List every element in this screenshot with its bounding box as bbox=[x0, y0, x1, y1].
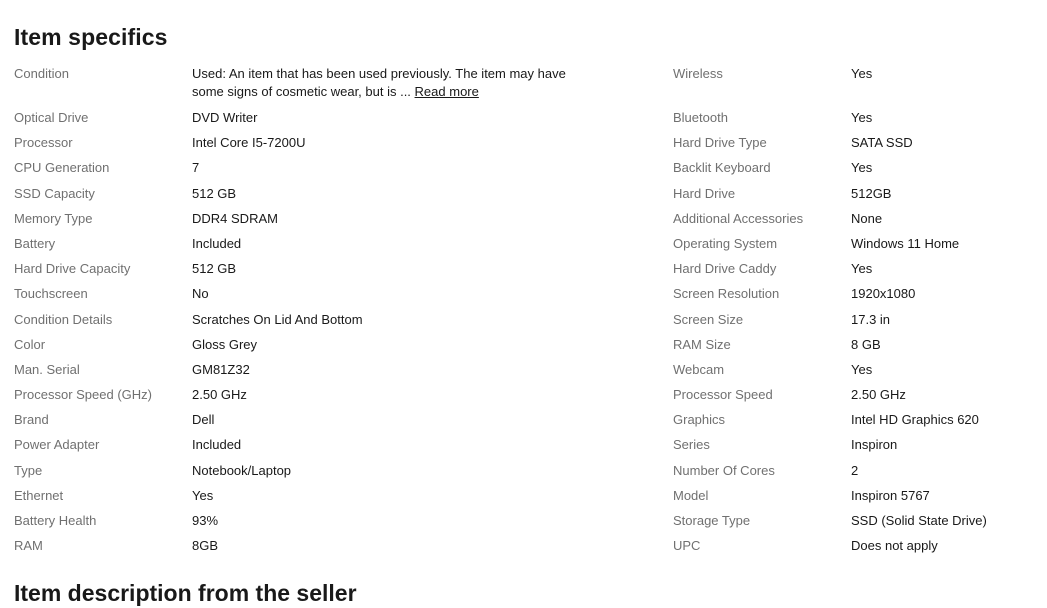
spec-value: Yes bbox=[851, 160, 873, 176]
spec-row bbox=[14, 336, 614, 361]
spec-row bbox=[14, 235, 614, 260]
spec-row bbox=[673, 109, 1033, 134]
spec-row bbox=[14, 260, 614, 285]
section-title: Item specifics bbox=[14, 24, 168, 50]
spec-value: Included bbox=[192, 437, 242, 453]
spec-label: Touchscreen bbox=[14, 286, 88, 302]
spec-label: Storage Type bbox=[673, 513, 751, 528]
spec-label: Type bbox=[14, 462, 43, 478]
spec-row bbox=[14, 361, 614, 386]
spec-value: 512GB bbox=[851, 185, 892, 201]
spec-label: Screen Resolution bbox=[673, 286, 780, 302]
spec-label: Processor Speed (GHz) bbox=[14, 387, 152, 403]
spec-value: Included bbox=[192, 235, 242, 251]
spec-label: Battery Health bbox=[14, 513, 97, 528]
spec-value: SSD (Solid State Drive) bbox=[851, 513, 987, 528]
spec-value: Gloss Grey bbox=[192, 336, 258, 352]
spec-label: Operating System bbox=[673, 235, 778, 251]
spec-label: RAM Size bbox=[673, 336, 731, 352]
spec-label: Hard Drive Type bbox=[673, 135, 767, 151]
spec-label: Optical Drive bbox=[14, 110, 89, 125]
spec-label: UPC bbox=[673, 538, 701, 554]
specifics-left-column bbox=[14, 65, 614, 562]
spec-row bbox=[673, 411, 1033, 436]
spec-row bbox=[14, 411, 614, 436]
spec-row-condition bbox=[14, 65, 614, 109]
spec-row bbox=[14, 386, 614, 411]
spec-label: Man. Serial bbox=[14, 361, 80, 377]
spec-label: Hard Drive Caddy bbox=[673, 261, 777, 277]
spec-value: 93% bbox=[192, 513, 219, 528]
spec-label: Battery bbox=[14, 235, 56, 251]
spec-row bbox=[673, 235, 1033, 260]
spec-value: 8 GB bbox=[851, 336, 881, 352]
spec-value: Intel HD Graphics 620 bbox=[851, 412, 979, 428]
spec-row bbox=[673, 386, 1033, 411]
spec-row bbox=[14, 159, 614, 184]
spec-label: Processor bbox=[14, 135, 73, 151]
spec-value: GM81Z32 bbox=[192, 361, 250, 377]
spec-value: Inspiron 5767 bbox=[851, 487, 930, 503]
spec-label: Processor Speed bbox=[673, 387, 773, 403]
spec-row bbox=[14, 487, 614, 512]
spec-row bbox=[673, 436, 1033, 461]
spec-row bbox=[14, 311, 614, 336]
spec-row bbox=[673, 134, 1033, 159]
spec-label: Model bbox=[673, 487, 709, 503]
spec-row bbox=[673, 210, 1033, 235]
spec-row bbox=[673, 361, 1033, 386]
spec-value: Inspiron bbox=[851, 437, 898, 453]
spec-value: Yes bbox=[851, 110, 873, 125]
spec-label: Backlit Keyboard bbox=[673, 160, 771, 176]
specifics-right-column bbox=[673, 65, 1033, 562]
spec-value: None bbox=[851, 210, 883, 226]
spec-row bbox=[14, 436, 614, 461]
spec-value: DDR4 SDRAM bbox=[192, 210, 278, 226]
spec-value: 2.50 GHz bbox=[851, 387, 906, 403]
spec-value: 2.50 GHz bbox=[192, 387, 247, 403]
spec-row bbox=[14, 537, 614, 562]
spec-label: Series bbox=[673, 437, 710, 453]
spec-row bbox=[673, 462, 1033, 487]
spec-value: Notebook/Laptop bbox=[192, 462, 292, 478]
spec-label: Memory Type bbox=[14, 210, 93, 226]
spec-label: CPU Generation bbox=[14, 160, 110, 176]
spec-value: Scratches On Lid And Bottom bbox=[192, 311, 363, 327]
spec-row bbox=[14, 462, 614, 487]
spec-value: 8GB bbox=[192, 538, 219, 554]
condition-text: Used: An item that has been used previously. The item may have some signs of cosmetic wear, but is ... bbox=[192, 66, 566, 99]
spec-value: 512 GB bbox=[192, 185, 237, 201]
spec-label: Hard Drive Capacity bbox=[14, 261, 131, 277]
description-section-title: Item description from the seller bbox=[14, 580, 357, 606]
spec-label: Ethernet bbox=[14, 487, 64, 503]
spec-label: Graphics bbox=[673, 412, 726, 428]
spec-label: Screen Size bbox=[673, 311, 744, 327]
spec-label: Additional Accessories bbox=[673, 210, 804, 226]
spec-row bbox=[673, 311, 1033, 336]
spec-label: Bluetooth bbox=[673, 110, 728, 125]
spec-label: RAM bbox=[14, 538, 43, 554]
spec-row bbox=[14, 285, 614, 310]
spec-value: Intel Core I5-7200U bbox=[192, 135, 306, 151]
spec-row bbox=[673, 65, 1033, 109]
spec-value bbox=[192, 65, 582, 101]
spec-label: Number Of Cores bbox=[673, 462, 775, 478]
spec-value: 1920x1080 bbox=[851, 286, 916, 302]
spec-value: 2 bbox=[851, 462, 859, 478]
spec-row bbox=[673, 336, 1033, 361]
spec-value: Dell bbox=[192, 412, 215, 428]
spec-row bbox=[14, 210, 614, 235]
spec-value: No bbox=[192, 286, 209, 302]
spec-label: Color bbox=[14, 336, 46, 352]
spec-label: Condition Details bbox=[14, 311, 113, 327]
spec-label: Condition bbox=[14, 66, 69, 81]
spec-label: SSD Capacity bbox=[14, 185, 95, 201]
spec-value: SATA SSD bbox=[851, 135, 913, 151]
spec-value: 17.3 in bbox=[851, 311, 891, 327]
spec-label: Wireless bbox=[673, 66, 723, 81]
spec-row bbox=[673, 487, 1033, 512]
spec-row bbox=[673, 512, 1033, 537]
spec-value: Yes bbox=[851, 66, 873, 81]
spec-label: Hard Drive bbox=[673, 185, 736, 201]
spec-label: Webcam bbox=[673, 361, 725, 377]
spec-row bbox=[14, 185, 614, 210]
spec-row bbox=[14, 512, 614, 537]
spec-row bbox=[673, 285, 1033, 310]
spec-value: Does not apply bbox=[851, 538, 938, 554]
spec-label: Power Adapter bbox=[14, 437, 100, 453]
spec-row bbox=[14, 109, 614, 134]
spec-row bbox=[673, 185, 1033, 210]
spec-value: Windows 11 Home bbox=[851, 235, 960, 251]
spec-row bbox=[673, 537, 1033, 562]
spec-row bbox=[14, 134, 614, 159]
spec-value: 7 bbox=[192, 160, 200, 176]
spec-value: Yes bbox=[851, 261, 873, 277]
spec-row bbox=[673, 260, 1033, 285]
spec-row bbox=[673, 159, 1033, 184]
read-more-link[interactable]: Read more bbox=[414, 84, 479, 99]
spec-value: Yes bbox=[192, 487, 214, 503]
spec-value: DVD Writer bbox=[192, 110, 258, 125]
spec-label: Brand bbox=[14, 412, 49, 428]
spec-value: Yes bbox=[851, 361, 873, 377]
spec-value: 512 GB bbox=[192, 261, 237, 277]
